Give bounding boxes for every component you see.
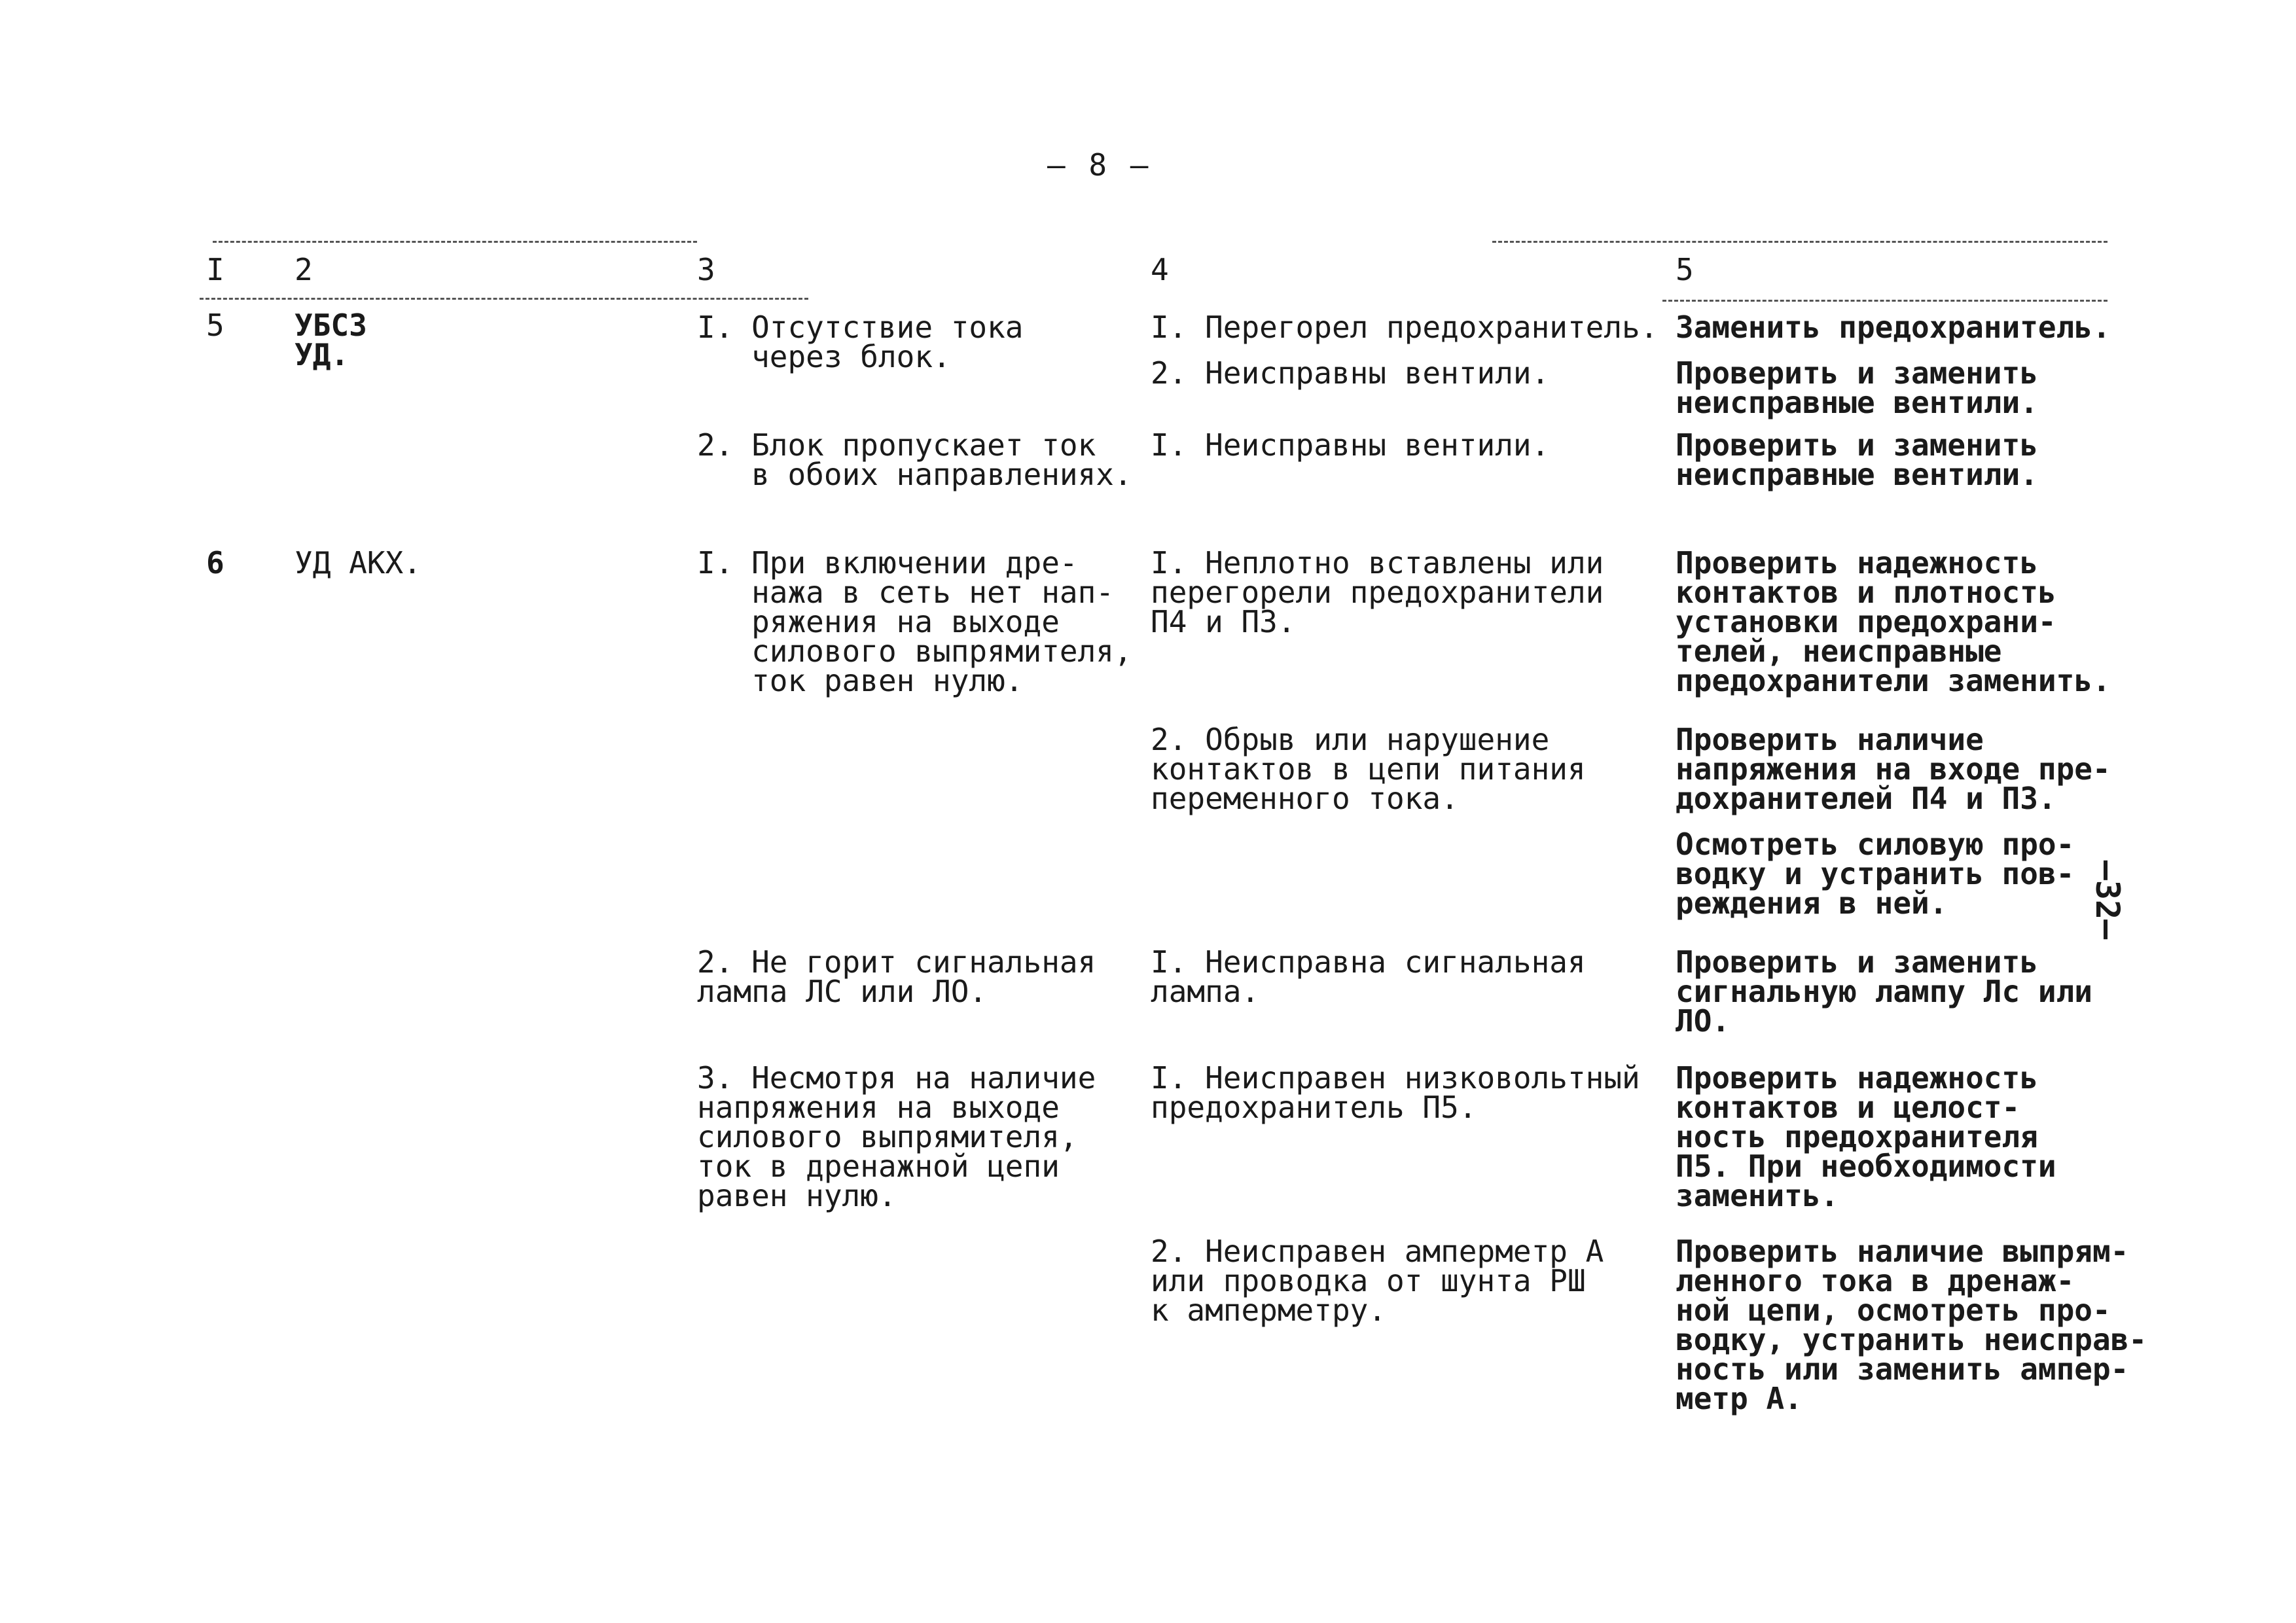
remedy: Проверить и заменить сигнальную лампу Лс или ЛО.: [1676, 944, 2092, 1039]
remedy: Осмотреть силовую про- водку и устранить пов- реждения в ней.: [1676, 827, 2075, 921]
remedy: Проверить наличие напряжения на входе пре- дохранителей П4 и П3.: [1676, 722, 2111, 816]
column-header-2: 2: [295, 252, 313, 287]
side-page-mark: —32—: [2089, 860, 2126, 940]
fault-description: 2. Не горит сигнальная лампа ЛС или ЛО.: [697, 944, 1096, 1009]
column-header-4: 4: [1151, 252, 1169, 287]
row-number: 5: [206, 308, 224, 343]
device-name: УБСЗ УД.: [295, 308, 367, 372]
device-name: УД АКХ.: [295, 545, 422, 580]
fault-cause: I. Неисправны вентили.: [1151, 427, 1550, 463]
column-header-1: I: [206, 252, 224, 287]
page-number: – 8 –: [1047, 147, 1151, 183]
header-top-rule: [213, 241, 697, 243]
fault-cause: I. Неисправна сигнальная лампа.: [1151, 944, 1586, 1009]
remedy: Проверить надежность контактов и целост- ность предохранителя П5. При необходимости заменить.: [1676, 1060, 2056, 1213]
remedy: Проверить надежность контактов и плотность установки предохрани- телей, неисправные предохранители заменить.: [1676, 545, 2111, 698]
header-bottom-rule-right: [1662, 300, 2108, 302]
fault-cause: I. Неисправен низковольтный предохранитель П5.: [1151, 1060, 1640, 1125]
header-bottom-rule: [200, 298, 808, 300]
remedy: Проверить наличие выпрям- ленного тока в дренаж- ной цепи, осмотреть про- водку, устранить неисправ- ность или заменить ампер- метр А.: [1676, 1234, 2147, 1416]
fault-cause: I. Неплотно вставлены или перегорели предохранители П4 и П3.: [1151, 545, 1604, 639]
header-top-rule-right: [1492, 241, 2108, 243]
fault-cause: 2. Обрыв или нарушение контактов в цепи питания переменного тока.: [1151, 722, 1586, 816]
fault-cause: I. Перегорел предохранитель.: [1151, 310, 1659, 345]
fault-cause: 2. Неисправен амперметр А или проводка от шунта РШ к амперметру.: [1151, 1234, 1604, 1328]
column-header-5: 5: [1676, 252, 1694, 287]
remedy: Проверить и заменить неисправные вентили.: [1676, 355, 2038, 420]
fault-description: 2. Блок пропускает ток в обоих направлениях.: [697, 427, 1132, 492]
column-header-3: 3: [697, 252, 715, 287]
fault-cause: 2. Неисправны вентили.: [1151, 355, 1550, 391]
fault-description: 3. Несмотря на наличие напряжения на выходе силового выпрямителя, ток в дренажной цепи равен нулю.: [697, 1060, 1096, 1213]
fault-description: I. При включении дре- нажа в сеть нет нап- ряжения на выходе силового выпрямителя, ток равен нулю.: [697, 545, 1132, 698]
remedy: Заменить предохранитель.: [1676, 310, 2111, 345]
row-number: 6: [206, 545, 224, 580]
fault-description: I. Отсутствие тока через блок.: [697, 310, 1024, 374]
remedy: Проверить и заменить неисправные вентили.: [1676, 427, 2038, 492]
